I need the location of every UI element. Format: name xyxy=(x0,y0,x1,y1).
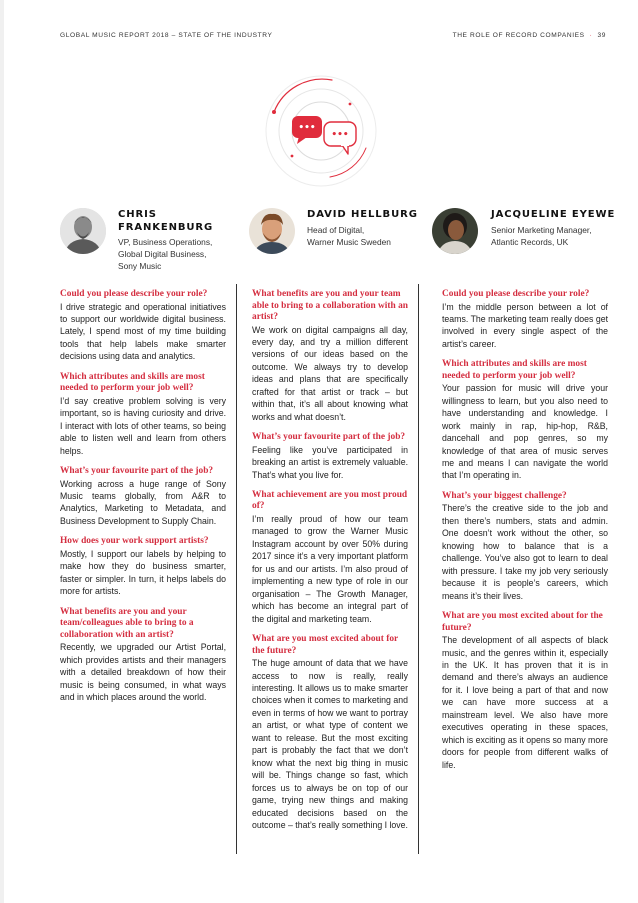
section-title: THE ROLE OF RECORD COMPANIES xyxy=(452,32,585,39)
question: What are you most excited about for the future? xyxy=(442,611,603,633)
profile-name-chris: CHRIS FRANKENBURG xyxy=(118,209,214,233)
question: What benefits are you and your team/colleagues able to bring to a collaboration with an artist? xyxy=(60,606,194,640)
question: Which attributes and skills are most needed to perform your job well? xyxy=(442,359,587,381)
answer: Working across a huge range of Sony Music teams globally, from A&R to Analytics, Marketing to Metadata, and Business Development to Supply Chain. xyxy=(60,478,226,526)
answer: There’s the creative side to the job and then there’s numbers, stats and admin. One doesn’t work without the other, so knowing how to balance that is a challenge. You’ve also got to learn to deal with pressure. I take my job very seriously because it is people’s careers, which means it’s their lives. xyxy=(442,503,608,601)
question: Which attributes and skills are most needed to perform your job well? xyxy=(60,371,205,394)
profile-name-jacqueline: JACQUELINE EYEWE xyxy=(491,209,616,220)
profile-title-david: Head of Digital, Warner Music Sweden xyxy=(307,225,391,248)
page-edge xyxy=(0,0,4,903)
question: What benefits are you and your team able to bring to a collaboration with an artist? xyxy=(252,289,408,322)
question: What are you most excited about for the future? xyxy=(252,634,398,656)
question: Could you please describe your role? xyxy=(442,289,590,299)
answer: I’d say creative problem solving is very important, so is having curiosity and drive. I interact with lots of other teams, so being able to listen well and learn from others helps. xyxy=(60,395,226,456)
avatar-jacqueline-eyewe xyxy=(432,208,478,254)
avatar-chris-frankenburg xyxy=(60,208,106,254)
question: What’s your favourite part of the job? xyxy=(252,432,406,443)
answer: Mostly, I support our labels by helping to make how they do business smarter, faster or simpler. In turn, it helps labels do more for artists. xyxy=(60,548,226,597)
column-divider-right xyxy=(418,284,419,854)
question: What’s your favourite part of the job? xyxy=(60,466,214,477)
question: How does your work support artists? xyxy=(60,536,209,547)
column-david xyxy=(252,284,408,840)
answer: The development of all aspects of black music, and the genres within it, especially in the UK. It has proven that it is in demand and there’s always an audience for it. I love being a part of that and now we can have more success at a mainstream level. We also have more executives operating in these spaces, which is exciting as it opens so many more doors for people from different walks of life. xyxy=(442,635,608,770)
column-divider-left xyxy=(236,284,237,854)
avatar-david-hellburg xyxy=(249,208,295,254)
bubble-dots-left: ••• xyxy=(298,123,316,133)
profile-name-david: DAVID HELLBURG xyxy=(307,209,418,220)
answer: Your passion for music will drive your willingness to learn, but you also need to have understanding and knowledge. I work mainly in rap, hip-hop, R&B, dancehall and pop genres, so my knowledge of that area of music serves me and means I can navigate the world that I’m operating in. xyxy=(442,383,608,481)
answer: Feeling like you’ve participated in breaking an artist is extremely valuable. That’s what you live for. xyxy=(252,444,408,480)
bubble-dots-right: ••• xyxy=(331,130,349,140)
profile-title-jacqueline: Senior Marketing Manager, Atlantic Records, UK xyxy=(491,225,592,248)
answer: I’m really proud of how our team managed to grow the Warner Music Instagram account by over 50% during 2017 since it’s a very important platform for us and our artists. I’m also proud of implementing a new type of role in our organisation – The Growth Manager, which has become an integral part of the digital and marketing team. xyxy=(252,513,408,624)
report-title: GLOBAL MUSIC REPORT 2018 – STATE OF THE INDUSTRY xyxy=(60,32,273,39)
answer: The huge amount of data that we have access to now is really, really interesting. It allows us to make smarter choices when it comes to marketing and even in terms of how we want to portray an artist, or what type of content we want to release. But the most exciting part is probably the fact that we don’t know what the next big thing in music will be. Things change so fast, which forces us to always be on top of our game, trying new things and making educated decisions based on the outcome – that’s really something I love. xyxy=(252,658,408,830)
answer: I drive strategic and operational initiatives to support our worldwide digital business. Lately, I spend most of my time building tools that help labels make smarter decisions using data and analytics. xyxy=(60,301,226,362)
question: Could you please describe your role? xyxy=(60,289,208,299)
answer: Recently, we upgraded our Artist Portal, which provides artists and their managers with a detailed breakdown of how their music is being consumed, in what ways and in which places around the world. xyxy=(60,642,226,702)
column-chris xyxy=(60,284,226,712)
page-number: 39 xyxy=(597,32,606,39)
column-jacqueline xyxy=(442,284,608,780)
section-header xyxy=(453,32,606,39)
question: What’s your biggest challenge? xyxy=(442,490,567,501)
speech-bubbles-icon xyxy=(262,74,380,188)
profile-title-chris: VP, Business Operations, Global Digital Business, Sony Music xyxy=(118,237,213,272)
question: What achievement are you most proud of? xyxy=(252,489,408,512)
answer: We work on digital campaigns all day, every day, and try a million different versions of our ideas based on the outcome. We always try to develop ideas and plans that are specifically crafted for that artist or track – but within that, it’s all about knowing what works and what doesn’t. xyxy=(252,324,408,422)
header-separator: · xyxy=(589,32,593,39)
answer: I’m the middle person between a lot of teams. The marketing team really does get involved in every single aspect of the artist’s career. xyxy=(442,301,608,349)
